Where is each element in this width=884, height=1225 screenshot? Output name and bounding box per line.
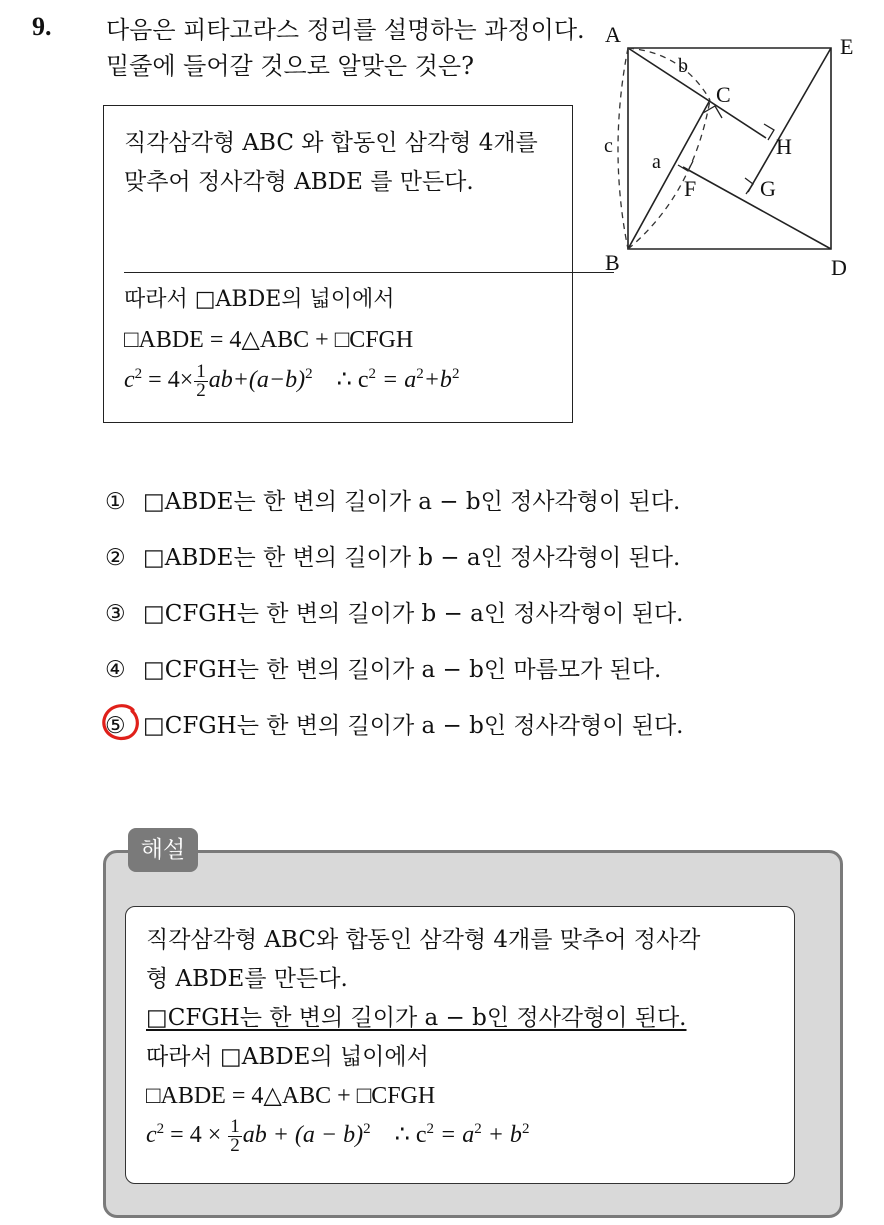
solution-answer-line: □CFGH는 한 변의 길이가 a − b인 정사각형이 된다. <box>146 1005 687 1031</box>
answer-circle-mark <box>99 700 143 744</box>
choice-4[interactable] <box>105 650 805 706</box>
question-text: 다음은 피타고라스 정리를 설명하는 과정이다. 밑줄에 들어갈 것으로 알맞은 것은? <box>106 16 585 80</box>
square-ABDE <box>628 48 831 249</box>
label-b: b <box>678 55 688 77</box>
problem-box <box>103 105 573 423</box>
box-derivation <box>124 280 564 400</box>
label-F: F <box>684 176 697 201</box>
box-intro: 직각삼각형 ABC 와 합동인 삼각형 4개를 맞추어 정사각형 ABDE 를 만든다. <box>124 130 538 195</box>
choice-2[interactable] <box>105 538 805 594</box>
label-D: D <box>831 255 847 280</box>
equation-2: $c^2 = 4\times$ $\frac{1}{2}$ $ab+(a-b)^2$ ∴ $c^2 = a^2+b^2$ <box>124 360 460 401</box>
solution-line-1: 직각삼각형 ABC와 합동인 삼각형 4개를 맞추어 정사각 <box>146 927 701 953</box>
fraction-half: $\frac{1}{2}$ <box>196 360 206 401</box>
solution-line-4: 따라서 □ABDE의 넓이에서 <box>146 1044 429 1070</box>
solution-tab: 해설 <box>128 828 198 872</box>
choice-text: □ABDE는 한 변의 길이가 a − b인 정사각형이 된다. <box>143 489 681 515</box>
solution-equation-1: □ABDE = 4△ABC + □CFGH <box>146 1083 436 1109</box>
choice-number: ② <box>105 545 126 571</box>
label-H: H <box>776 134 792 159</box>
line-EG <box>748 48 831 192</box>
label-A: A <box>605 22 621 47</box>
label-E: E <box>840 34 854 59</box>
choice-1[interactable] <box>105 482 805 538</box>
solution-equation-2: $c^2 = 4$ × $\frac{1}{2}$ ab + $(a - b)^2$ ∴ $c^2 = a^2 + b^2$ <box>146 1115 530 1156</box>
choice-number: ③ <box>105 601 126 627</box>
choice-text: □CFGH는 한 변의 길이가 a − b인 정사각형이 된다. <box>143 713 684 739</box>
line-DF <box>683 167 831 249</box>
area-line: 따라서 □ABDE의 넓이에서 <box>124 287 395 312</box>
choice-5[interactable] <box>105 706 805 762</box>
choice-number: ① <box>105 489 126 515</box>
fraction-half: $\frac{1}{2}$ <box>230 1115 240 1156</box>
choice-3[interactable] <box>105 594 805 650</box>
blank-underline <box>124 272 614 273</box>
label-B: B <box>605 250 620 275</box>
choice-text: □CFGH는 한 변의 길이가 b − a인 정사각형이 된다. <box>143 601 684 627</box>
solution-content <box>125 906 795 1184</box>
question-number: 9. <box>32 12 52 41</box>
equation-1: □ABDE = 4△ABC + □CFGH <box>124 327 414 353</box>
choice-text: □ABDE는 한 변의 길이가 b − a인 정사각형이 된다. <box>143 545 681 571</box>
choice-text: □CFGH는 한 변의 길이가 a − b인 마름모가 된다. <box>143 657 662 683</box>
answer-choices <box>105 482 805 762</box>
choice-number: ⑤ <box>105 713 126 739</box>
solution-line-2: 형 ABDE를 만든다. <box>146 966 348 992</box>
arc-c <box>618 48 628 249</box>
label-a: a <box>652 151 661 173</box>
label-C: C <box>716 82 731 107</box>
label-c: c <box>604 135 613 157</box>
eq2-lhs: c <box>124 367 135 393</box>
choice-number: ④ <box>105 657 126 683</box>
pythagoras-diagram <box>588 20 868 290</box>
label-G: G <box>760 176 776 201</box>
